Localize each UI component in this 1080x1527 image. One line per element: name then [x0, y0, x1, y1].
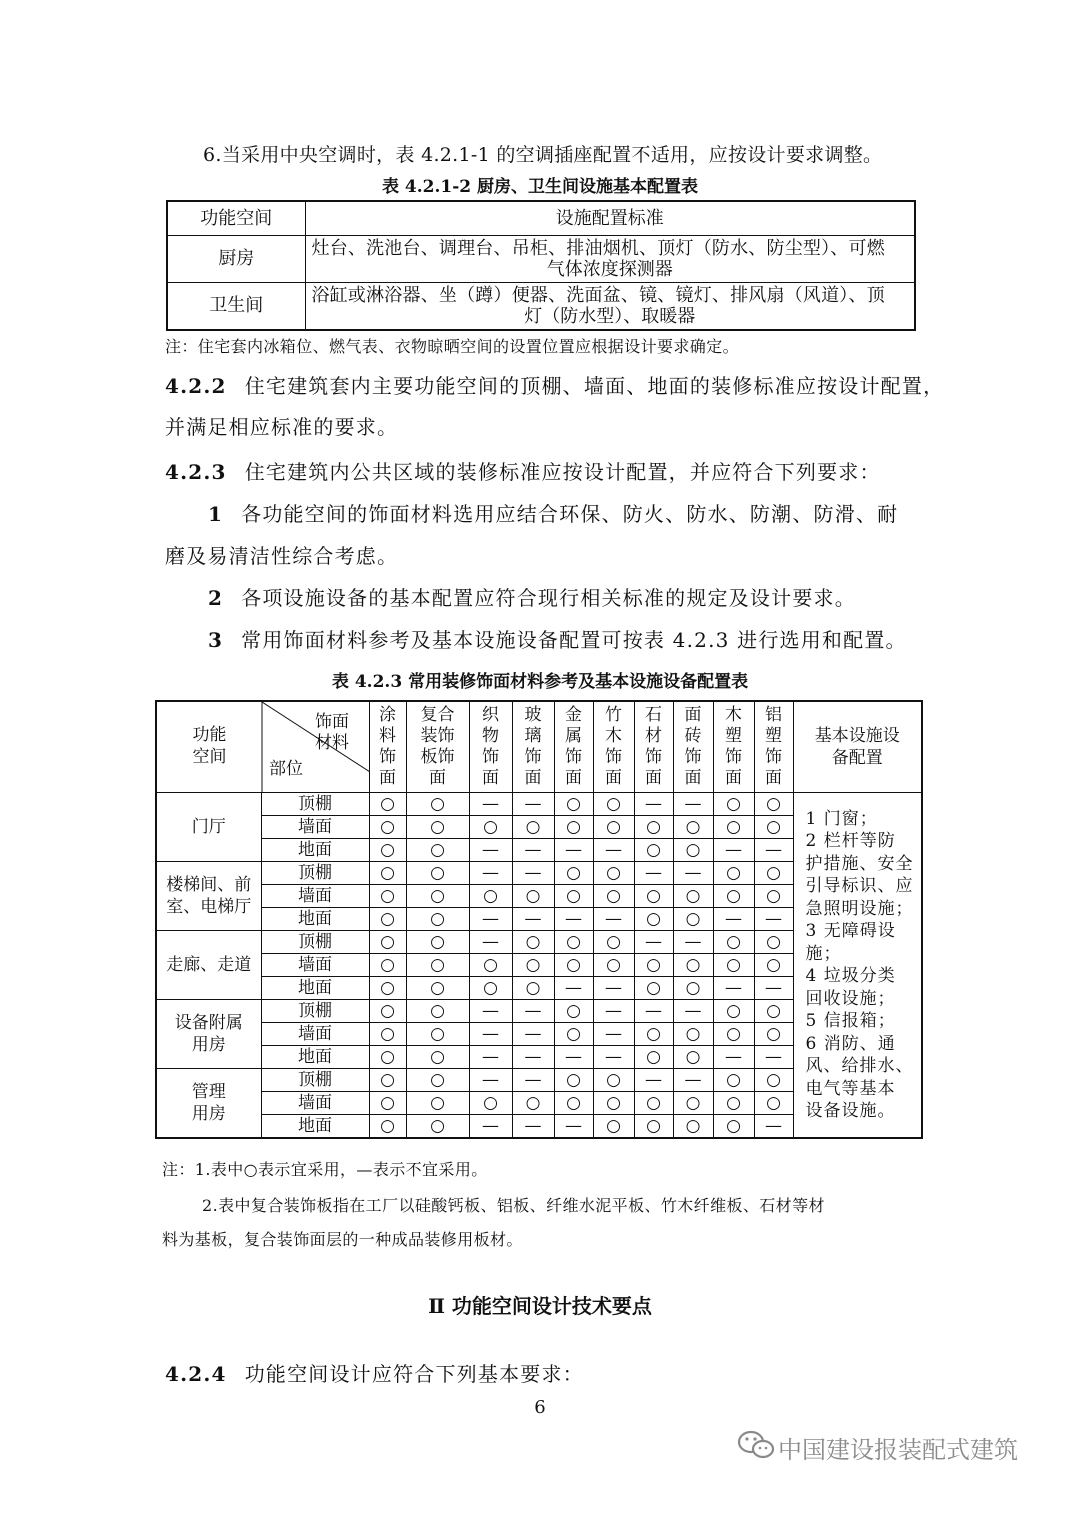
suitable-mark: ○	[713, 816, 754, 839]
clause-text: 功能空间设计应符合下列基本要求：	[244, 1362, 584, 1386]
suitable-mark: ○	[754, 1000, 793, 1023]
suitable-mark: ○	[406, 816, 469, 839]
table1-cell-standard	[305, 235, 915, 282]
suitable-mark: ○	[406, 1000, 469, 1023]
material-label: 玻璃饰面	[524, 705, 542, 788]
suitable-mark: ○	[406, 931, 469, 954]
suitable-mark: ○	[754, 1092, 793, 1115]
unsuitable-mark: —	[593, 1023, 634, 1046]
clause-4-2-4	[165, 1358, 584, 1387]
table1	[166, 200, 916, 331]
table1-header-row	[167, 201, 915, 235]
table2-header-row	[156, 701, 922, 793]
table1-row-kitchen	[167, 235, 915, 282]
suitable-mark: ○	[406, 1069, 469, 1092]
suitable-mark: ○	[469, 977, 512, 1000]
suitable-mark: ○	[673, 1046, 713, 1069]
table2-space-cell	[156, 793, 261, 862]
table2-caption: 表 4.2.3 常用装修饰面材料参考及基本设施设备配置表	[331, 672, 749, 692]
unsuitable-mark: —	[593, 908, 634, 931]
unsuitable-mark: —	[634, 793, 673, 816]
unsuitable-mark: —	[469, 1069, 512, 1092]
basic-config-line: 施；	[805, 943, 842, 964]
material-header	[512, 701, 554, 793]
material-label: 涂料饰面	[379, 705, 396, 788]
table2-note2-line1: 2.表中复合装饰板指在工厂以硅酸钙板、铝板、纤维水泥平板、竹木纤维板、石材等材	[202, 1196, 825, 1215]
unsuitable-mark: —	[634, 1069, 673, 1092]
material-label: 复合装饰板饰面	[420, 705, 455, 788]
basic-config-line: 设备设施。	[805, 1101, 896, 1121]
material-header	[593, 701, 634, 793]
suitable-mark: ○	[754, 816, 793, 839]
table2-corner-cell	[156, 701, 369, 793]
suitable-mark: ○	[713, 1023, 754, 1046]
suitable-mark: ○	[554, 1023, 593, 1046]
unsuitable-mark: —	[754, 908, 793, 931]
watermark-text: 中国建设报装配式建筑	[778, 1436, 1018, 1464]
suitable-mark: ○	[406, 1046, 469, 1069]
suitable-mark: ○	[713, 862, 754, 885]
unsuitable-mark: —	[713, 977, 754, 1000]
suitable-mark: ○	[673, 885, 713, 908]
suitable-mark: ○	[554, 931, 593, 954]
suitable-mark: ○	[673, 839, 713, 862]
unsuitable-mark: —	[554, 977, 593, 1000]
clause-number: 4.2.4	[165, 1362, 227, 1386]
material-label: 竹木饰面	[605, 705, 622, 788]
suitable-mark: ○	[512, 931, 554, 954]
basic-config-line: 3 无障碍设	[805, 921, 896, 941]
unsuitable-mark: —	[512, 839, 554, 862]
suitable-mark: ○	[406, 1023, 469, 1046]
space-label: 管理用房	[191, 1082, 226, 1124]
clause-number: 4.2.3	[165, 460, 227, 484]
clause-4-2-3	[165, 456, 881, 485]
suitable-mark: ○	[554, 1000, 593, 1023]
basic-config-line: 6 消防、通	[805, 1033, 896, 1054]
material-header	[634, 701, 673, 793]
unsuitable-mark: —	[673, 931, 713, 954]
clause-number: 4.2.2	[165, 374, 227, 398]
suitable-mark: ○	[469, 954, 512, 977]
table2-space-cell	[156, 1000, 261, 1069]
item-text: 各项设施设备的基本配置应符合现行相关标准的规定及设计要求。	[241, 586, 856, 610]
suitable-mark: ○	[593, 1115, 634, 1139]
unsuitable-mark: —	[713, 1046, 754, 1069]
table1-cell-standard	[305, 282, 915, 330]
unsuitable-mark: —	[634, 1000, 673, 1023]
suitable-mark: ○	[406, 954, 469, 977]
item-2	[208, 582, 856, 611]
suitable-mark: ○	[369, 793, 406, 816]
suitable-mark: ○	[713, 793, 754, 816]
suitable-mark: ○	[469, 1092, 512, 1115]
suitable-mark: ○	[512, 816, 554, 839]
table2	[155, 700, 923, 1139]
material-header	[406, 701, 469, 793]
clause-4-2-2-line2: 并满足相应标准的要求。	[165, 415, 399, 439]
suitable-mark: ○	[754, 793, 793, 816]
table1-cell-space: 卫生间	[167, 282, 305, 330]
suitable-mark: ○	[754, 885, 793, 908]
table1-caption: 表 4.2.1-2 厨房、卫生间设施基本配置表	[381, 177, 699, 197]
clause-4-2-2-line1	[165, 370, 944, 399]
unsuitable-mark: —	[754, 839, 793, 862]
unsuitable-mark: —	[512, 793, 554, 816]
basic-config-line: 4 垃圾分类	[805, 966, 896, 986]
suitable-mark: ○	[512, 1092, 554, 1115]
suitable-mark: ○	[713, 1115, 754, 1139]
item-number: 3	[208, 628, 224, 652]
material-label: 石材饰面	[645, 705, 662, 788]
suitable-mark: ○	[406, 1115, 469, 1139]
material-label: 面砖饰面	[684, 705, 702, 788]
suitable-mark: ○	[673, 1115, 713, 1139]
unsuitable-mark: —	[673, 1069, 713, 1092]
suitable-mark: ○	[754, 1023, 793, 1046]
item-1-line2: 磨及易清洁性综合考虑。	[165, 544, 399, 568]
suitable-mark: ○	[369, 885, 406, 908]
material-header	[673, 701, 713, 793]
suitable-mark: ○	[673, 908, 713, 931]
suitable-mark: ○	[469, 885, 512, 908]
suitable-mark: ○	[634, 1046, 673, 1069]
basic-config-line: 5 信报箱；	[805, 1011, 896, 1031]
suitable-mark: ○	[369, 908, 406, 931]
suitable-mark: ○	[369, 862, 406, 885]
table2-part-cell: 墙面	[261, 816, 369, 839]
table2-note2-line2: 料为基板，复合装饰面层的一种成品装修用板材。	[162, 1230, 523, 1249]
wechat-icon	[736, 1429, 776, 1461]
basic-config-line: 引导标识、应	[805, 876, 914, 896]
table2-part-cell: 顶棚	[261, 862, 369, 885]
unsuitable-mark: —	[512, 1023, 554, 1046]
suitable-mark: ○	[512, 885, 554, 908]
suitable-mark: ○	[406, 862, 469, 885]
unsuitable-mark: —	[754, 977, 793, 1000]
unsuitable-mark: —	[673, 793, 713, 816]
suitable-mark: ○	[634, 839, 673, 862]
table2-space-cell	[156, 1069, 261, 1139]
basic-config-line: 2 栏杆等防	[805, 831, 896, 851]
table2-part-cell: 顶棚	[261, 1000, 369, 1023]
unsuitable-mark: —	[469, 1046, 512, 1069]
suitable-mark: ○	[554, 954, 593, 977]
suitable-mark: ○	[754, 931, 793, 954]
basic-config-label: 基本设施设备配置	[814, 726, 900, 768]
watermark	[736, 1427, 1046, 1463]
unsuitable-mark: —	[554, 839, 593, 862]
clause-text: 住宅建筑套内主要功能空间的顶棚、墙面、地面的装修标准应按设计配置，	[244, 374, 945, 398]
suitable-mark: ○	[634, 816, 673, 839]
corner-space: 功能 空间	[192, 725, 227, 767]
unsuitable-mark: —	[512, 908, 554, 931]
unsuitable-mark: —	[713, 839, 754, 862]
suitable-mark: ○	[634, 1115, 673, 1139]
space-label: 楼梯间、前室、电梯厅	[166, 875, 252, 917]
unsuitable-mark: —	[469, 793, 512, 816]
unsuitable-mark: —	[593, 1000, 634, 1023]
material-label: 织物饰面	[482, 705, 499, 788]
item-1-line1	[208, 498, 898, 527]
unsuitable-mark: —	[469, 908, 512, 931]
unsuitable-mark: —	[512, 1000, 554, 1023]
material-label: 木塑饰面	[725, 705, 742, 788]
suitable-mark: ○	[713, 885, 754, 908]
material-header	[469, 701, 512, 793]
table2-part-cell: 地面	[261, 1115, 369, 1139]
suitable-mark: ○	[634, 977, 673, 1000]
table2-part-cell: 地面	[261, 908, 369, 931]
table2-part-cell: 顶棚	[261, 1069, 369, 1092]
suitable-mark: ○	[406, 908, 469, 931]
unsuitable-mark: —	[593, 839, 634, 862]
suitable-mark: ○	[512, 977, 554, 1000]
suitable-mark: ○	[673, 1092, 713, 1115]
basic-config-line: 急照明设施；	[805, 898, 914, 919]
suitable-mark: ○	[369, 954, 406, 977]
suitable-mark: ○	[593, 862, 634, 885]
table1-cell-space: 厨房	[167, 235, 305, 282]
material-header	[369, 701, 406, 793]
item-number: 2	[208, 586, 224, 610]
suitable-mark: ○	[634, 908, 673, 931]
basic-config-line: 风、给排水、	[805, 1056, 914, 1076]
page-number: 6	[534, 1397, 546, 1418]
clause-text: 住宅建筑内公共区域的装修标准应按设计配置，并应符合下列要求：	[244, 460, 881, 484]
suitable-mark: ○	[593, 816, 634, 839]
suitable-mark: ○	[673, 954, 713, 977]
material-header	[554, 701, 593, 793]
suitable-mark: ○	[469, 816, 512, 839]
material-header	[713, 701, 754, 793]
space-label: 走廊、走道	[166, 955, 252, 975]
table1-kitchen-line2: 气体浓度探测器	[546, 258, 673, 280]
unsuitable-mark: —	[469, 931, 512, 954]
suitable-mark: ○	[713, 931, 754, 954]
item-text: 常用饰面材料参考及基本设施设备配置可按表 4.2.3 进行选用和配置。	[241, 628, 907, 652]
table1-bathroom-line2: 灯（防水型）、取暖器	[524, 305, 696, 327]
table2-part-cell: 顶棚	[261, 793, 369, 816]
suitable-mark: ○	[554, 1092, 593, 1115]
suitable-mark: ○	[369, 931, 406, 954]
suitable-mark: ○	[593, 1092, 634, 1115]
suitable-mark: ○	[593, 1069, 634, 1092]
suitable-mark: ○	[369, 839, 406, 862]
table2-space-cell	[156, 931, 261, 1000]
unsuitable-mark: —	[593, 1046, 634, 1069]
suitable-mark: ○	[713, 1092, 754, 1115]
suitable-mark: ○	[406, 1092, 469, 1115]
corner-material: 饰面 材料	[315, 712, 349, 753]
material-label: 铝塑饰面	[765, 705, 782, 788]
table1-header-standard: 设施配置标准	[305, 201, 915, 235]
suitable-mark: ○	[593, 793, 634, 816]
suitable-mark: ○	[554, 793, 593, 816]
unsuitable-mark: —	[554, 1115, 593, 1139]
table2-part-cell: 墙面	[261, 885, 369, 908]
table2-part-cell: 地面	[261, 839, 369, 862]
suitable-mark: ○	[593, 954, 634, 977]
suitable-mark: ○	[369, 1069, 406, 1092]
unsuitable-mark: —	[634, 931, 673, 954]
unsuitable-mark: —	[554, 908, 593, 931]
basic-config-cell	[793, 793, 922, 1139]
suitable-mark: ○	[512, 954, 554, 977]
suitable-mark: ○	[673, 977, 713, 1000]
suitable-mark: ○	[369, 1000, 406, 1023]
table2-part-cell: 地面	[261, 977, 369, 1000]
space-label: 设备附属用房	[174, 1013, 243, 1055]
section-title: Ⅱ 功能空间设计技术要点	[428, 1294, 652, 1318]
unsuitable-mark: —	[713, 908, 754, 931]
suitable-mark: ○	[406, 885, 469, 908]
unsuitable-mark: —	[512, 1115, 554, 1139]
suitable-mark: ○	[634, 1023, 673, 1046]
suitable-mark: ○	[634, 954, 673, 977]
table2-part-cell: 顶棚	[261, 931, 369, 954]
unsuitable-mark: —	[469, 862, 512, 885]
suitable-mark: ○	[713, 1000, 754, 1023]
suitable-mark: ○	[369, 977, 406, 1000]
suitable-mark: ○	[406, 839, 469, 862]
unsuitable-mark: —	[593, 977, 634, 1000]
suitable-mark: ○	[554, 885, 593, 908]
table2-part-cell: 墙面	[261, 954, 369, 977]
table1-header-space: 功能空间	[167, 201, 305, 235]
unsuitable-mark: —	[469, 1000, 512, 1023]
table2-part-cell: 墙面	[261, 1092, 369, 1115]
suitable-mark: ○	[634, 885, 673, 908]
table1-note: 注：住宅套内冰箱位、燃气表、衣物晾晒空间的设置位置应根据设计要求确定。	[165, 337, 740, 356]
unsuitable-mark: —	[754, 1115, 793, 1139]
item-number: 1	[208, 502, 224, 526]
unsuitable-mark: —	[673, 862, 713, 885]
basic-config-line: 电气等基本	[805, 1078, 896, 1099]
suitable-mark: ○	[673, 816, 713, 839]
suitable-mark: ○	[369, 1115, 406, 1139]
suitable-mark: ○	[673, 1023, 713, 1046]
suitable-mark: ○	[634, 1092, 673, 1115]
unsuitable-mark: —	[554, 1046, 593, 1069]
table2-space-cell	[156, 862, 261, 931]
suitable-mark: ○	[369, 1023, 406, 1046]
table2-part-cell: 墙面	[261, 1023, 369, 1046]
suitable-mark: ○	[406, 977, 469, 1000]
basic-config-line: 回收设施；	[805, 988, 896, 1009]
top-note-line: 6.当采用中央空调时，表 4.2.1-1 的空调插座配置不适用，应按设计要求调整。	[203, 144, 883, 166]
suitable-mark: ○	[754, 1069, 793, 1092]
basic-config-header	[793, 701, 922, 793]
suitable-mark: ○	[369, 816, 406, 839]
unsuitable-mark: —	[754, 1046, 793, 1069]
suitable-mark: ○	[754, 954, 793, 977]
unsuitable-mark: —	[673, 1000, 713, 1023]
suitable-mark: ○	[554, 816, 593, 839]
suitable-mark: ○	[593, 931, 634, 954]
basic-config-line: 护措施、安全	[805, 853, 914, 874]
suitable-mark: ○	[754, 862, 793, 885]
material-label: 金属饰面	[565, 705, 582, 788]
unsuitable-mark: —	[469, 1023, 512, 1046]
unsuitable-mark: —	[469, 839, 512, 862]
corner-part: 部位	[269, 759, 303, 779]
item-text: 各功能空间的饰面材料选用应结合环保、防火、防水、防潮、防滑、耐	[241, 502, 899, 526]
basic-config-line: 1 门窗；	[805, 808, 878, 829]
unsuitable-mark: —	[634, 862, 673, 885]
suitable-mark: ○	[713, 1069, 754, 1092]
unsuitable-mark: —	[512, 862, 554, 885]
item-3	[208, 624, 907, 653]
table1-row-bathroom	[167, 282, 915, 330]
material-header	[754, 701, 793, 793]
table1-bathroom-line1: 浴缸或淋浴器、坐（蹲）便器、洗面盆、镜、镜灯、排风扇（风道）、顶	[311, 284, 885, 306]
space-label: 门厅	[191, 817, 226, 837]
table2-row	[156, 793, 922, 816]
table2-part-cell: 地面	[261, 1046, 369, 1069]
suitable-mark: ○	[369, 1092, 406, 1115]
unsuitable-mark: —	[512, 1046, 554, 1069]
suitable-mark: ○	[554, 862, 593, 885]
unsuitable-mark: —	[469, 1115, 512, 1139]
suitable-mark: ○	[593, 885, 634, 908]
suitable-mark: ○	[406, 793, 469, 816]
suitable-mark: ○	[713, 954, 754, 977]
table2-note1: 注：1.表中○表示宜采用，—表示不宜采用。	[162, 1160, 488, 1179]
table1-kitchen-line1: 灶台、洗池台、调理台、吊柜、排油烟机、顶灯（防水、防尘型）、可燃	[311, 237, 885, 259]
suitable-mark: ○	[369, 1046, 406, 1069]
suitable-mark: ○	[554, 1069, 593, 1092]
unsuitable-mark: —	[512, 1069, 554, 1092]
